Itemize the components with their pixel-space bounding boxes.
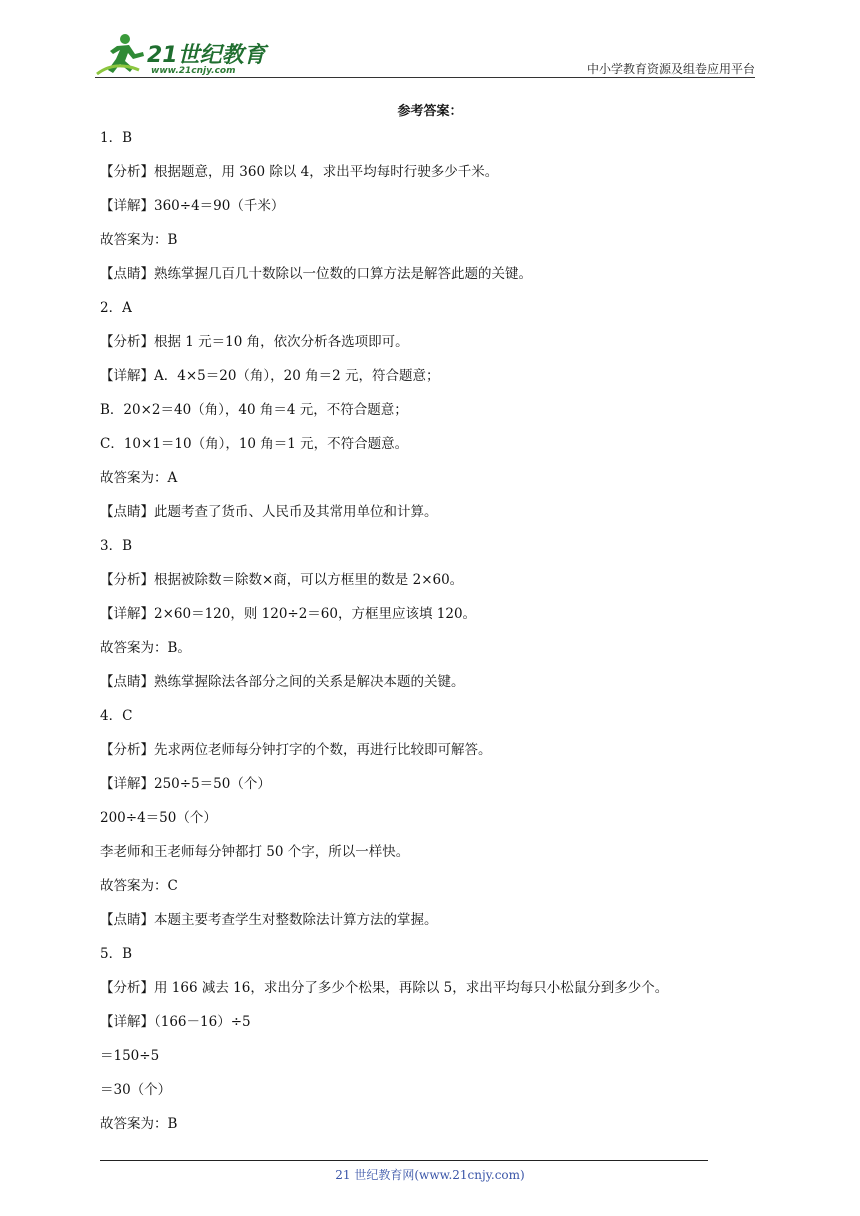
answer-line: 1．B	[100, 130, 133, 146]
runner-logo-icon	[95, 30, 151, 78]
page-header	[95, 30, 755, 78]
answer-line: 【分析】根据被除数＝除数×商，可以方框里的数是 2×60。	[100, 572, 464, 588]
page-footer: 21 世纪教育网(www.21cnjy.com)	[335, 1168, 525, 1182]
answer-line: B．20×2＝40（角），40 角＝4 元，不符合题意；	[100, 402, 408, 418]
platform-name: 中小学教育资源及组卷应用平台	[586, 62, 755, 76]
answer-line: C．10×1＝10（角），10 角＝1 元，不符合题意。	[100, 436, 409, 452]
answer-line: 5．B	[100, 946, 133, 962]
answer-line: 【点睛】熟练掌握几百几十数除以一位数的口算方法是解答此题的关键。	[100, 266, 532, 282]
logo	[95, 30, 265, 78]
footer-divider	[100, 1160, 708, 1161]
answer-content	[100, 128, 760, 1148]
answer-line: 故答案为：C	[100, 878, 178, 894]
header-divider	[95, 77, 755, 78]
answer-line: 【详解】360÷4＝90（千米）	[100, 198, 285, 214]
answer-line: ＝150÷5	[100, 1048, 160, 1064]
answer-line: 【点睛】熟练掌握除法各部分之间的关系是解决本题的关键。	[100, 674, 465, 690]
answer-line: ＝30（个）	[100, 1082, 172, 1098]
answer-line: 故答案为：B	[100, 232, 178, 248]
answer-line: 故答案为：B	[100, 1116, 178, 1132]
page-title: 参考答案：	[397, 104, 463, 119]
answer-line: 【分析】根据题意，用 360 除以 4，求出平均每时行驶多少千米。	[100, 164, 499, 180]
answer-line: 【详解】250÷5＝50（个）	[100, 776, 271, 792]
answer-line: 【详解】A．4×5＝20（角），20 角＝2 元，符合题意；	[100, 368, 440, 384]
answer-line: 2．A	[100, 300, 132, 316]
answer-line: 【详解】2×60＝120，则 120÷2＝60，方框里应该填 120。	[100, 606, 477, 622]
answer-line: 故答案为：B。	[100, 640, 191, 656]
answer-line: 4．C	[100, 708, 133, 724]
answer-line: 【点睛】本题主要考查学生对整数除法计算方法的掌握。	[100, 912, 438, 928]
answer-line: 200÷4＝50（个）	[100, 810, 217, 826]
answer-line: 【详解】（166－16）÷5	[100, 1014, 251, 1030]
logo-text: 21世纪教育	[147, 43, 266, 68]
answer-line: 故答案为：A	[100, 470, 178, 486]
answer-line: 【分析】根据 1 元＝10 角，依次分析各选项即可。	[100, 334, 409, 350]
answer-line: 李老师和王老师每分钟都打 50 个字，所以一样快。	[100, 844, 410, 860]
answer-line: 3．B	[100, 538, 133, 554]
answer-line: 【点睛】此题考查了货币、人民币及其常用单位和计算。	[100, 504, 438, 520]
answer-line: 【分析】用 166 减去 16，求出分了多少个松果，再除以 5，求出平均每只小松鼠分到多少个。	[100, 980, 669, 996]
answer-line: 【分析】先求两位老师每分钟打字的个数，再进行比较即可解答。	[100, 742, 492, 758]
logo-url: www.21cnjy.com	[151, 66, 236, 76]
